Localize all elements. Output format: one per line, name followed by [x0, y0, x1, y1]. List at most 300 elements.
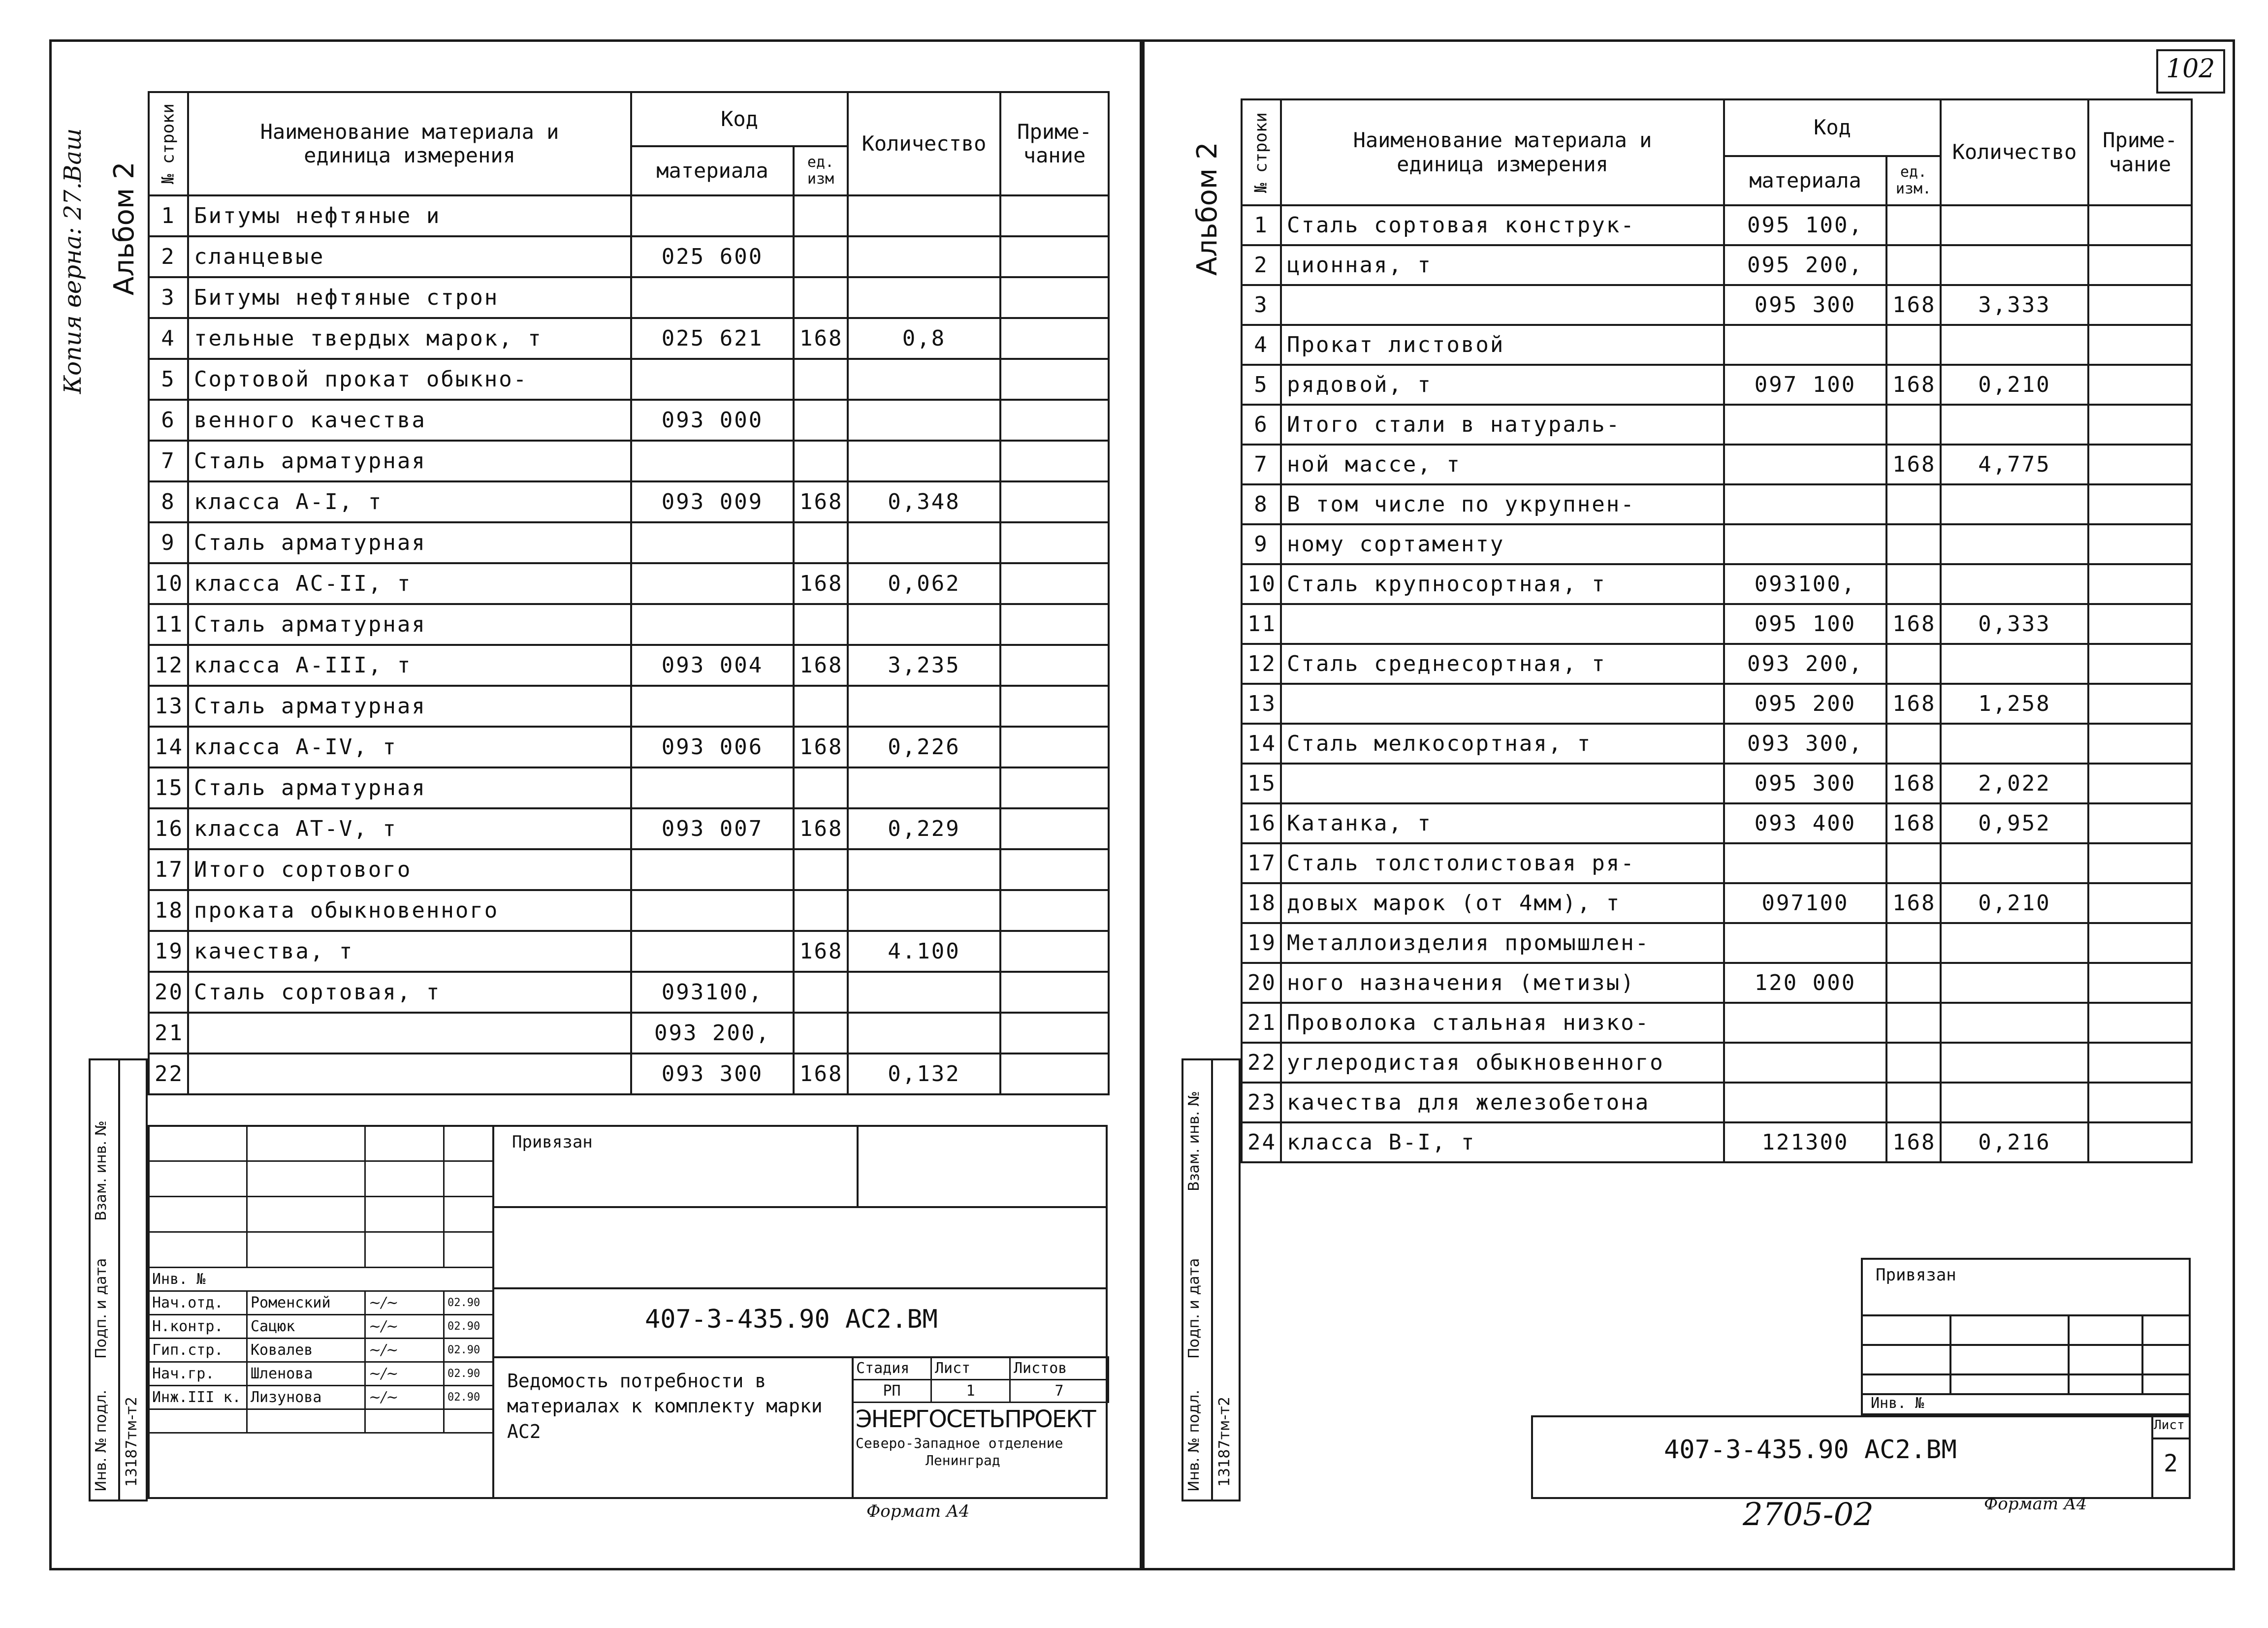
row-code: 093 004 — [631, 645, 794, 686]
row-quantity: 0,216 — [1941, 1122, 2088, 1162]
row-name — [1281, 684, 1724, 724]
row-unit — [1886, 843, 1941, 883]
row-quantity — [1941, 405, 2088, 445]
row-code: 095 100, — [1724, 205, 1886, 245]
row-code — [631, 767, 794, 808]
row-note — [1000, 890, 1109, 931]
row-quantity — [848, 849, 1000, 890]
row-code: 093100, — [631, 972, 794, 1013]
row-code: 093 200, — [631, 1013, 794, 1053]
row-unit — [794, 849, 848, 890]
page-number: 102 — [2166, 54, 2215, 84]
row-code — [1724, 524, 1886, 564]
row-unit — [1886, 963, 1941, 1003]
stamp-blank-cell — [247, 1409, 365, 1433]
stamp-blank-cell — [444, 1126, 493, 1161]
table-row — [149, 727, 1109, 767]
row-quantity: 0,210 — [1941, 883, 2088, 923]
right-header-code: Код — [1724, 99, 1941, 156]
row-note — [2088, 764, 2192, 803]
row-unit — [1886, 644, 1941, 684]
table-row — [1242, 405, 2192, 445]
left-stamp-org3: Ленинград — [926, 1452, 1000, 1468]
row-quantity: 2,022 — [1941, 764, 2088, 803]
row-name: Сталь крупносортная, т — [1281, 564, 1724, 604]
right-stamp-sheet-label: Лист — [2154, 1418, 2185, 1433]
stamp-signature: ~∕~ — [365, 1339, 444, 1362]
row-unit — [1886, 1043, 1941, 1083]
row-code: 093 007 — [631, 808, 794, 849]
stamp-blank-cell — [247, 1126, 365, 1161]
row-name: сланцевые — [188, 236, 631, 277]
row-quantity: 3,235 — [848, 645, 1000, 686]
row-code: 095 200, — [1724, 245, 1886, 285]
row-note — [1000, 727, 1109, 767]
row-name: Сталь арматурная — [188, 686, 631, 727]
row-note — [1000, 808, 1109, 849]
row-quantity — [848, 359, 1000, 400]
row-quantity: 0,952 — [1941, 803, 2088, 843]
right-priv-vline-2 — [2068, 1314, 2070, 1393]
row-code — [631, 931, 794, 972]
row-note — [1000, 195, 1109, 236]
stamp-date: 02.90 — [444, 1339, 493, 1362]
row-note — [2088, 803, 2192, 843]
row-quantity — [1941, 484, 2088, 524]
header-code: Код — [631, 92, 848, 146]
stamp-blank-cell — [365, 1126, 444, 1161]
row-quantity: 0,210 — [1941, 365, 2088, 405]
table-row — [149, 931, 1109, 972]
row-code: 025 600 — [631, 236, 794, 277]
stamp-blank-cell — [365, 1409, 444, 1433]
row-quantity — [848, 400, 1000, 441]
right-priv-vline-1 — [1949, 1314, 1951, 1393]
row-unit — [794, 890, 848, 931]
row-unit — [1886, 1003, 1941, 1043]
row-unit: 168 — [794, 481, 848, 522]
row-name: Сталь толстолистовая ря- — [1281, 843, 1724, 883]
left-side-inv-num: 13187тм-т2 — [123, 1397, 140, 1487]
row-name: Сталь арматурная — [188, 441, 631, 481]
row-note — [1000, 931, 1109, 972]
left-album-label: Альбом 2 — [108, 161, 140, 295]
table-row — [149, 318, 1109, 359]
row-quantity — [1941, 245, 2088, 285]
row-quantity — [848, 767, 1000, 808]
row-unit: 168 — [794, 563, 848, 604]
row-number: 23 — [1242, 1083, 1281, 1122]
row-name: Сталь мелкосортная, т — [1281, 724, 1724, 764]
row-note — [2088, 445, 2192, 484]
stamp-person: Шленова — [247, 1362, 365, 1386]
stamp-blank-cell — [247, 1161, 365, 1197]
row-code: 093 300, — [1724, 724, 1886, 764]
stamp-role: Гип.стр. — [149, 1339, 247, 1362]
left-stamp-privyazan: Привязан — [512, 1132, 593, 1152]
left-stamp-title: Ведомость потребности в материалах к комплекту марки АС2 — [507, 1370, 823, 1442]
row-number: 14 — [149, 727, 188, 767]
row-quantity — [1941, 205, 2088, 245]
row-note — [2088, 883, 2192, 923]
sheets-value: 7 — [1010, 1380, 1109, 1403]
row-name: Итого сортового — [188, 849, 631, 890]
right-handwritten-number: 2705-02 — [1743, 1497, 1874, 1533]
row-quantity: 0,132 — [848, 1053, 1000, 1094]
row-number: 18 — [149, 890, 188, 931]
row-number: 24 — [1242, 1122, 1281, 1162]
row-number: 16 — [149, 808, 188, 849]
row-quantity: 4,775 — [1941, 445, 2088, 484]
right-format-label: Формат А4 — [1984, 1494, 2087, 1514]
row-code — [631, 441, 794, 481]
stamp-inv-label: Инв. № — [149, 1268, 493, 1291]
stamp-signature: ~∕~ — [365, 1291, 444, 1315]
row-quantity — [1941, 1043, 2088, 1083]
right-stamp-sheet: 2 — [2164, 1450, 2178, 1477]
table-row — [1242, 524, 2192, 564]
row-note — [1000, 481, 1109, 522]
row-note — [1000, 236, 1109, 277]
row-name: В том числе по укрупнен- — [1281, 484, 1724, 524]
row-quantity — [1941, 843, 2088, 883]
row-code: 093 300 — [631, 1053, 794, 1094]
table-row — [1242, 365, 2192, 405]
row-unit — [1886, 524, 1941, 564]
row-unit — [1886, 405, 1941, 445]
row-note — [1000, 1013, 1109, 1053]
row-unit: 168 — [794, 931, 848, 972]
row-name: класса В-I, т — [1281, 1122, 1724, 1162]
row-name: Прокат листовой — [1281, 325, 1724, 365]
stamp-blank-cell — [247, 1232, 365, 1268]
row-name — [1281, 764, 1724, 803]
row-number: 17 — [149, 849, 188, 890]
header-row-no: № строки — [149, 92, 188, 195]
row-code — [1724, 325, 1886, 365]
row-code — [631, 604, 794, 645]
header-quantity: Количество — [848, 92, 1000, 195]
row-note — [1000, 767, 1109, 808]
row-unit — [794, 359, 848, 400]
row-number: 9 — [149, 522, 188, 563]
table-row — [1242, 764, 2192, 803]
stamp-signature: ~∕~ — [365, 1386, 444, 1409]
stamp-blank-cell — [444, 1409, 493, 1433]
stamp-role: Н.контр. — [149, 1315, 247, 1339]
row-name: класса А-IV, т — [188, 727, 631, 767]
left-stamp-org1: ЭНЕРГОСЕТЬПРОЕКТ — [856, 1405, 1095, 1433]
row-unit: 168 — [794, 1053, 848, 1094]
row-unit — [794, 195, 848, 236]
row-quantity — [848, 441, 1000, 481]
table-row — [149, 441, 1109, 481]
stamp-blank-cell — [365, 1232, 444, 1268]
right-stamp-privyazan: Привязан — [1876, 1265, 1956, 1285]
left-stamp-hline-2 — [492, 1287, 1108, 1289]
header-note: Приме-чание — [1000, 92, 1109, 195]
row-quantity: 0,226 — [848, 727, 1000, 767]
row-name: качества для железобетона — [1281, 1083, 1724, 1122]
stamp-role: Нач.отд. — [149, 1291, 247, 1315]
stamp-blank-cell — [149, 1197, 247, 1232]
left-materials-table — [148, 91, 1110, 1095]
row-note — [1000, 604, 1109, 645]
row-quantity — [1941, 1083, 2088, 1122]
table-row — [149, 400, 1109, 441]
row-code: 097100 — [1724, 883, 1886, 923]
row-unit: 168 — [1886, 1122, 1941, 1162]
row-unit — [794, 604, 848, 645]
row-code: 093 200, — [1724, 644, 1886, 684]
row-note — [1000, 972, 1109, 1013]
row-code — [1724, 1003, 1886, 1043]
row-code — [631, 522, 794, 563]
table-row — [149, 767, 1109, 808]
row-name: Сталь среднесортная, т — [1281, 644, 1724, 684]
row-name: Сталь арматурная — [188, 604, 631, 645]
row-number: 1 — [149, 195, 188, 236]
table-row — [1242, 604, 2192, 644]
row-quantity: 1,258 — [1941, 684, 2088, 724]
row-code: 095 300 — [1724, 764, 1886, 803]
row-unit: 168 — [1886, 445, 1941, 484]
row-name: класса АТ-V, т — [188, 808, 631, 849]
stamp-blank-cell — [444, 1161, 493, 1197]
row-number: 9 — [1242, 524, 1281, 564]
row-unit — [794, 236, 848, 277]
row-unit — [1886, 484, 1941, 524]
row-note — [2088, 564, 2192, 604]
row-name: ного назначения (метизы) — [1281, 963, 1724, 1003]
row-name: класса АС-II, т — [188, 563, 631, 604]
row-name: Сортовой прокат обыкно- — [188, 359, 631, 400]
row-name: качества, т — [188, 931, 631, 972]
right-side-inv-orig: Инв. № подл. — [1185, 1390, 1203, 1492]
row-number: 11 — [1242, 604, 1281, 644]
row-number: 2 — [149, 236, 188, 277]
stamp-blank-cell — [444, 1232, 493, 1268]
stamp-blank-cell — [247, 1197, 365, 1232]
right-header-code-material: материала — [1724, 156, 1886, 205]
row-quantity — [1941, 724, 2088, 764]
row-number: 8 — [1242, 484, 1281, 524]
row-number: 2 — [1242, 245, 1281, 285]
table-row — [149, 563, 1109, 604]
row-note — [2088, 524, 2192, 564]
stage-value: РП — [853, 1380, 931, 1403]
table-row — [1242, 285, 2192, 325]
row-name: Металлоизделия промышлен- — [1281, 923, 1724, 963]
left-stamp-org2: Северо-Западное отделение — [856, 1435, 1063, 1451]
row-unit: 168 — [794, 808, 848, 849]
row-code: 095 200 — [1724, 684, 1886, 724]
row-note — [1000, 277, 1109, 318]
stamp-role: Инж.III к. — [149, 1386, 247, 1409]
right-side-divider — [1211, 1058, 1213, 1501]
row-code: 095 300 — [1724, 285, 1886, 325]
row-note — [1000, 359, 1109, 400]
row-number: 21 — [1242, 1003, 1281, 1043]
right-side-vzam-inv: Взам. инв. № — [1185, 1091, 1203, 1191]
row-name: класса А-III, т — [188, 645, 631, 686]
row-number: 12 — [1242, 644, 1281, 684]
row-name: Битумы нефтяные и — [188, 195, 631, 236]
row-quantity: 0,8 — [848, 318, 1000, 359]
row-quantity — [848, 972, 1000, 1013]
row-number: 13 — [149, 686, 188, 727]
stamp-blank-cell — [149, 1232, 247, 1268]
row-unit: 168 — [1886, 365, 1941, 405]
stamp-blank-cell — [149, 1161, 247, 1197]
row-name: Сталь сортовая, т — [188, 972, 631, 1013]
row-code — [1724, 1043, 1886, 1083]
stage-label: Стадия — [853, 1357, 931, 1380]
stamp-person: Лизунова — [247, 1386, 365, 1409]
row-note — [2088, 325, 2192, 365]
left-side-divider — [118, 1058, 120, 1501]
row-note — [1000, 318, 1109, 359]
row-unit: 168 — [1886, 604, 1941, 644]
right-header-quantity: Количество — [1941, 99, 2088, 205]
table-row — [149, 1053, 1109, 1094]
row-code: 093 000 — [631, 400, 794, 441]
row-number: 6 — [149, 400, 188, 441]
row-name: рядовой, т — [1281, 365, 1724, 405]
row-unit — [794, 972, 848, 1013]
row-number: 17 — [1242, 843, 1281, 883]
row-quantity — [848, 604, 1000, 645]
row-code — [1724, 484, 1886, 524]
row-code: 093 009 — [631, 481, 794, 522]
row-number: 10 — [1242, 564, 1281, 604]
row-number: 4 — [149, 318, 188, 359]
row-code: 097 100 — [1724, 365, 1886, 405]
row-unit: 168 — [794, 318, 848, 359]
row-code: 093100, — [1724, 564, 1886, 604]
row-number: 8 — [149, 481, 188, 522]
row-name: ной массе, т — [1281, 445, 1724, 484]
right-stamp-inv: Инв. № — [1871, 1395, 1924, 1412]
row-note — [2088, 923, 2192, 963]
left-stamp-roles-table — [148, 1125, 494, 1434]
row-number: 22 — [1242, 1043, 1281, 1083]
row-number: 16 — [1242, 803, 1281, 843]
header-name: Наименование материала и единица измерения — [188, 92, 631, 195]
row-code — [1724, 1083, 1886, 1122]
right-album-label: Альбом 2 — [1191, 142, 1223, 276]
row-note — [2088, 484, 2192, 524]
row-unit — [794, 522, 848, 563]
left-side-sign-date: Подп. и дата — [93, 1258, 110, 1359]
table-row — [149, 522, 1109, 563]
table-row — [149, 195, 1109, 236]
row-quantity: 0,348 — [848, 481, 1000, 522]
row-unit — [1886, 205, 1941, 245]
row-note — [2088, 1122, 2192, 1162]
table-row — [1242, 564, 2192, 604]
row-quantity — [1941, 923, 2088, 963]
row-quantity — [1941, 564, 2088, 604]
stamp-blank-cell — [149, 1409, 247, 1433]
table-row — [149, 277, 1109, 318]
row-number: 20 — [149, 972, 188, 1013]
row-quantity: 0,062 — [848, 563, 1000, 604]
row-code — [1724, 445, 1886, 484]
row-name: ному сортаменту — [1281, 524, 1724, 564]
row-unit: 168 — [794, 727, 848, 767]
row-note — [2088, 963, 2192, 1003]
row-unit: 168 — [1886, 285, 1941, 325]
table-row — [149, 481, 1109, 522]
row-number: 3 — [149, 277, 188, 318]
row-name: тельные твердых марок, т — [188, 318, 631, 359]
table-row — [1242, 1043, 2192, 1083]
left-stamp-hline-1 — [492, 1206, 1108, 1208]
row-number: 13 — [1242, 684, 1281, 724]
row-unit — [794, 1013, 848, 1053]
row-number: 1 — [1242, 205, 1281, 245]
table-row — [1242, 684, 2192, 724]
row-unit — [1886, 923, 1941, 963]
row-code — [1724, 923, 1886, 963]
table-row — [1242, 883, 2192, 923]
stamp-person: Ковалев — [247, 1339, 365, 1362]
right-header-code-unit: ед. изм. — [1886, 156, 1941, 205]
row-note — [2088, 1083, 2192, 1122]
row-unit — [794, 441, 848, 481]
row-code — [631, 686, 794, 727]
row-note — [2088, 644, 2192, 684]
row-code: 121300 — [1724, 1122, 1886, 1162]
row-code — [1724, 405, 1886, 445]
left-stamp-stage-table — [852, 1356, 1109, 1403]
row-note — [1000, 441, 1109, 481]
left-side-inv-orig: Инв. № подл. — [93, 1390, 110, 1492]
row-note — [2088, 285, 2192, 325]
row-name — [188, 1053, 631, 1094]
row-note — [1000, 563, 1109, 604]
row-name — [1281, 604, 1724, 644]
row-unit — [1886, 325, 1941, 365]
row-name: Катанка, т — [1281, 803, 1724, 843]
table-row — [149, 849, 1109, 890]
row-number: 19 — [149, 931, 188, 972]
table-row — [149, 645, 1109, 686]
row-quantity — [848, 236, 1000, 277]
left-stamp-vline-2 — [857, 1125, 859, 1206]
row-code: 093 006 — [631, 727, 794, 767]
row-number: 15 — [149, 767, 188, 808]
row-unit — [794, 767, 848, 808]
table-row — [149, 890, 1109, 931]
row-unit — [794, 400, 848, 441]
table-row — [1242, 724, 2192, 764]
table-row — [1242, 245, 2192, 285]
row-unit: 168 — [1886, 883, 1941, 923]
right-header-row-no: № строки — [1242, 99, 1281, 205]
row-name: углеродистая обыкновенного — [1281, 1043, 1724, 1083]
table-row — [1242, 484, 2192, 524]
row-quantity — [1941, 524, 2088, 564]
row-quantity — [1941, 963, 2088, 1003]
row-unit: 168 — [1886, 764, 1941, 803]
left-format-label: Формат А4 — [866, 1501, 970, 1521]
row-code: 095 100 — [1724, 604, 1886, 644]
row-code — [631, 849, 794, 890]
row-name: ционная, т — [1281, 245, 1724, 285]
row-note — [2088, 405, 2192, 445]
